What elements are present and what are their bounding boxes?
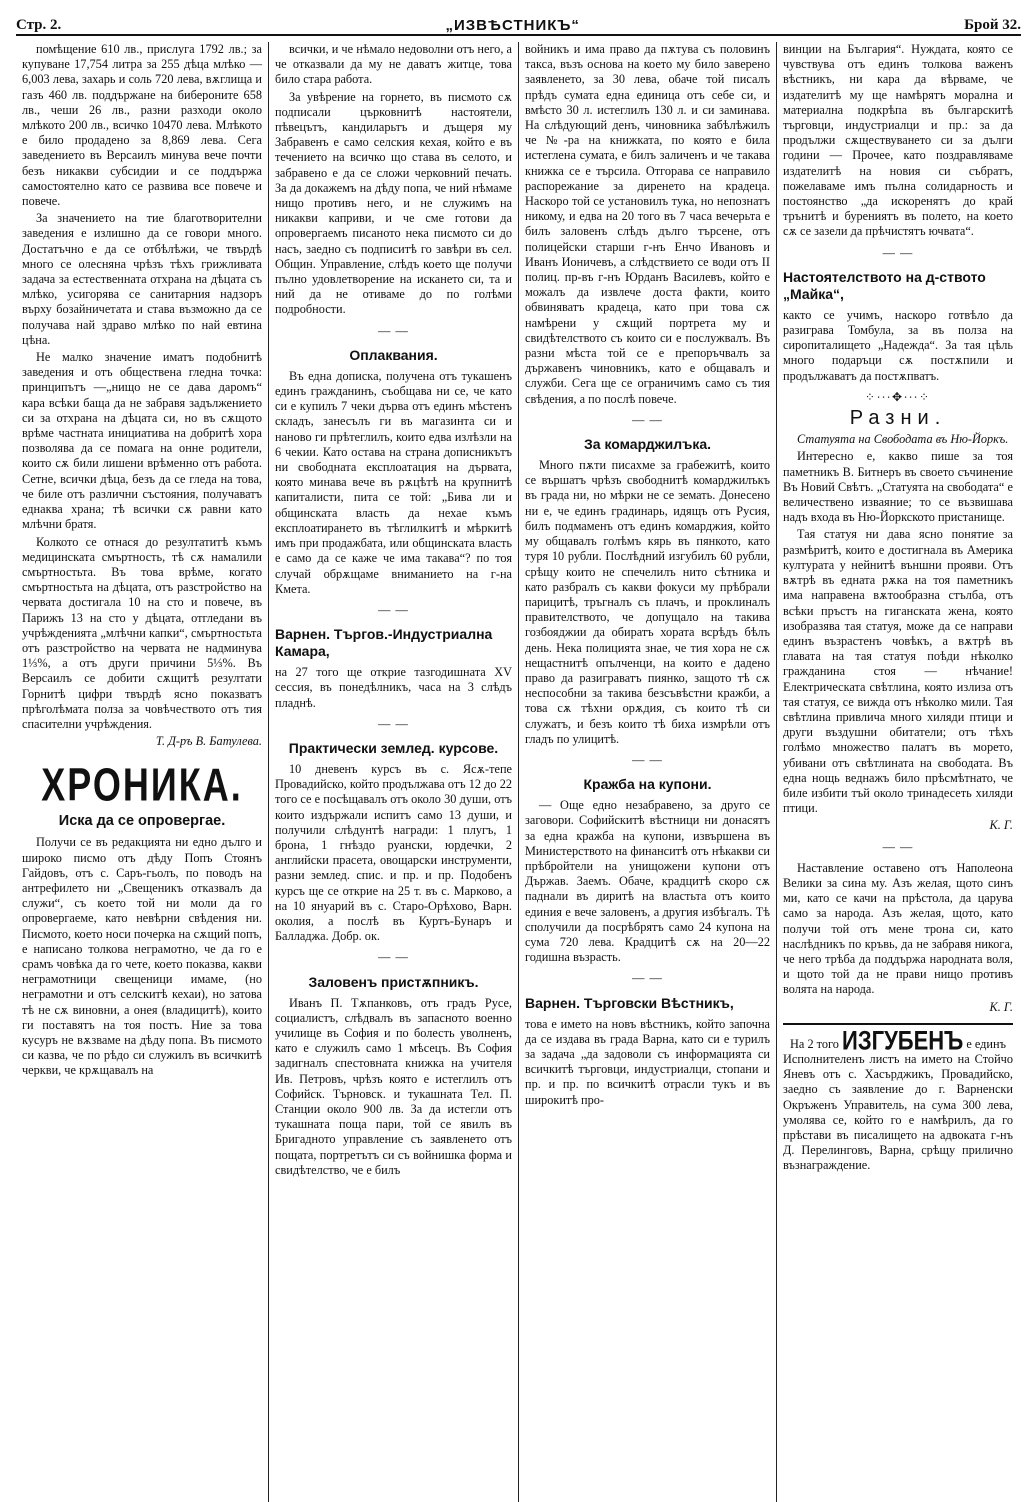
lost-notice-word: ИЗГУБЕНЪ [842, 1025, 964, 1056]
article-text: — Още едно незабравено, за друго се заговори. Софийскитѣ вѣстници ни донасятъ за една кражба на купони, извършена въ Министерството на финанситѣ отъ нѣкакви си прѣбройтели на унищожени купони отъ Държав. Заемъ. Обаче, крадцитѣ скоро сѫ паднали въ диритѣ на властьта отъ които единия е вече заловенъ, а другия избѣгалъ. Тѣ сполучили да посрѣбрятъ само 24 купона на сума 720 лева. Крадцитѣ сѫ на 20—22 годишна възрасть. [525, 798, 770, 965]
column-4 [776, 42, 1019, 1502]
headline-complaints: Оплаквания. [349, 346, 438, 363]
separator: — — [378, 716, 409, 731]
article-text: Тая статуя ни дава ясно понятие за размѣритѣ, които е достигнала въ Америка културата у нейнитѣ външни прояви. Отъ вѫтрѣ въ едната рѫка на тоя паметникъ има направена вѫтообразна стълба, отъ всѣки пръстъ на гиганската жена, която изобразява тая статуя, може да се направи единъ възрастенъ човѣкъ, а вѫтрѣ въ главата на тая статуя поѣди нѣколко гражданина стоя — нѣчание! Електрическата свѣтлина, която излиза отъ тая статуя, се вижда отъ нѣколко мили. Тая свѣтлина привлича много хиляди птици и други въздушни обитатели; отъ тѣхъ голѣмо множество палатъ въ морето, убивани отъ свѣтлината на свободата. Въ една нощь веднажъ било прѣсмѣтнато, че биле избити тъй около тринадесеть хиляди птици. [783, 527, 1013, 816]
columns [16, 42, 1021, 1502]
article-text: Интересно е, какво пише за тоя паметникъ В. Битнеръ въ своето съчинение Въ Новий Свѣтъ. „Статуята на свободата“ е величествено изваяние; то се възвишава надъ входа въ Ню-Йоркското пристанище. [783, 449, 1013, 525]
article-text: Иванъ П. Тѫпанковъ, отъ градъ Русе, социалистъ, слѣдвалъ въ запасното военно училище въ София и по болесть уволненъ, като е служилъ само 1 мѣсецъ. Въ София задигналъ спестовната книжка на учителя Ив. Петровъ, чрѣзъ която е истеглилъ отъ Софийск. Търновск. и тукашната Тел. П. Станции около 900 лв. За да истегли отъ тукашната поща пари, той се явилъ въ Бригадното управление съ заявленето отъ пощата, портретътъ си съ войнишка форма и свидѣтелство, че е билъ [275, 995, 512, 1177]
article-text: това е името на новъ вѣстникъ, който започна да се издава въ града Варна, като си е турилъ за задача „да задоволи съ информацията си всичкитѣ търговци, индустриалци, стопани и пр. и пр. по всичкитѣ отрасли тукъ и въ широкитѣ про- [525, 1016, 770, 1107]
running-header [16, 12, 1021, 36]
column-3 [518, 42, 776, 1502]
column-1 [16, 42, 268, 1502]
headline-chamber: Варнен. Търгов.-Индустриална Камара, [275, 626, 493, 660]
headline-maika: Настоятелството на д-ството „Майка“, [783, 268, 986, 302]
lost-notice-post: е единъ [966, 1036, 1006, 1051]
section-title-miscellany: Разни. [849, 407, 947, 430]
article-text: Наставление оставено отъ Наполеона Велики за сина му. Азъ желая, щото синъ ми, като се качи на прѣстола, да царува само за народа. Азъ желая, щото, като получи той отъ мене трона си, като наслѣдникъ по кръвь, да не забравя никога, че него трѣба да поддържа народната воля, и щото той да не прави нищо противъ волята на народа. [783, 860, 1013, 997]
article-text: винции на България“. Нуждата, която се чувствува отъ единъ толкова важенъ вѣстникъ, ни кара да вѣрваме, че издателитѣ му ще намѣрятъ морална и материална подкрѣпа въ българскитѣ търговци, индустриалци и пр.: за да продължи сѫществуването си за дълги години — Прочее, като поздравляваме издателитѣ на новия си събратъ, пожелаваме имъ пълна солидарность и постоянство „да искоренятъ до край трънитѣ и бурениятъ въ полето, на което сѫ се зазели да прѣчистятъ ючвата“. [783, 42, 1013, 239]
headline-refute: Иска да се опровергае. [58, 813, 226, 830]
article-text: Много пѫти писахме за грабежитѣ, които се вършатъ чрѣзъ свободнитѣ комарджилъкъ въ града ни, но мѣрки не се земать. Донесено ни е, че единъ градинарь, идящъ отъ Русия, билъ подмаменъ отъ единъ комарджия, който му общавалъ голѣмъ кярь въ пянкото, като туря 10 рубли. Послѣдний изгубилъ 60 рубли, срѣщу които не спечелилъ нито сѣтника и като разбралъ съ какви фокуси му прѣбрали парицитѣ, тръгналъ съ плачъ, и проклиналъ правителството, че допущало на такива гозбояджии да обиратъ хората всрѣдъ бѣлъ день. Нека полицията знае, че тия хора не сѫ нещастнитѣ опълченци, на които е дадено право да разиграватъ пиянко, защото тѣ сѫ неспособни за такива безсъвѣстни кражби, а това сѫ тѣхни орѫдия, съ които тѣ си служатъ, и безъ които тѣ биха измрѣли отъ гладъ по улицитѣ. [525, 458, 770, 746]
article-text: Получи се въ редакцията ни едно дълго и широко писмо отъ дѣду Попъ Стоянъ Гайдовъ, отъ с. Саръ-гьолъ, по поводъ на антрефилето ни „Свещеникъ отказвалъ да служи“, съ което той ни моли да го опровергаеме, като невѣрни свѣдения ни. Писмото, което носи почерка на сѫщий попъ, е написано толкова неграмотно, че да го е срамъ човѣка да го чете, което показва, какви неграмотници свещеници имаме, (но неграмотни и отъ селскитѣ кехаи), но затова тѣ не сѫ виновни, а онея (владицитѣ), които ги поставятъ на тоя постъ. Ние за това кусуръ не вѫзваме на дѣду попа. Въ писмото си казва, че по рѣдо си служилъ въ всичкитѣ черкви, че крѫщавалъ на [22, 835, 262, 1078]
article-text: За увѣрение на горнето, въ писмото сѫ подписали църковнитѣ настоятели, пѣвецътъ, кандиларьтъ и дъщеря му Забравенъ е само селския кехая, който е въ течението на всичко що става въ селото, и забравено е да се сложи черковний печать. За да докажемъ на дѣду попа, че ний нѣмаме нищо противъ него, и не служимъ на никакви каприви, и че сме готови да опровергаемъ писаното нека писмото си до насъ, заедно съ подписитѣ го завѣри въ сел. Общин. Управление, слѣдъ което ще получи пълно удовлетворение на искането си, та и ний да не отиваме до по голѣми подробности. [275, 89, 512, 317]
separator: — — [882, 839, 914, 854]
page-number: Стр. 2. [16, 17, 62, 33]
ornament-divider: ⁘∙∙∙✥∙∙∙⁘ [864, 389, 932, 404]
author-signature: К. Г. [989, 818, 1013, 833]
issue-number: Брой 32. [964, 17, 1021, 33]
section-title-chronicle: ХРОНИКА. [41, 758, 243, 812]
author-signature: К. Г. [989, 999, 1013, 1014]
article-text: Колкото се отнася до резултатитѣ къмъ медицинската смъртность, тѣ сѫ намалили смъртностьта. Въ това врѣме, когато смъртностьта на дѣцата, отъ разстройство на червата достигала 10 на сто и повече, въ Парижъ 13 на сто у дѣцата, отгледани въ учрѣжденията „млѣчни капки“, смъртностьта отъ разстройство на червата не надминува 1⅓%, а отъ други причини 5⅓%. Въ Версаилъ се добити сѫщитѣ резултати Горнитѣ цифри твърдѣ ясно показватъ прѣголѣмата полза за човѣчеството отъ тия спасителни учрѣждения. [22, 534, 262, 731]
article-text: За значението на тие благотворителни заведения е излишно да се говори много. Достатъчно е да се отбѣлѣжи, че твърдѣ много се олесняна чрѣзъ тѣхъ грижливата задача за естественната отхрана на дѣцата съ млѣко, усигорява се санитарния надзоръ върху бозайничетата и става възможно да се получава най здраво млѣко по най евтина цѣна. [22, 211, 262, 347]
article-text: всички, и че нѣмало недоволни отъ него, а че отказвали да му не даватъ житце, това било стара работа. [275, 42, 512, 87]
headline-newspaper: Варнен. Търговски Вѣстникъ, [525, 994, 734, 1011]
headline-coupons: Кражба на купони. [583, 776, 712, 793]
newspaper-title: „ИЗВѢСТНИКЪ“ [445, 17, 580, 34]
article-text: войникъ и има право да пѫтува съ половинъ такса, възъ основа на което му било заверено заявленето, за 30 лева, обаче той писалъ прѣдъ сумата една единица отъ себе си, и вмѣсто 30 л. истеглилъ 130 л. и си заминава. На слѣдующий денъ, чиновника забѣлѣжилъ че №-ра на книжката, по която е била истеглена сумата, е билъ заличенъ и че такава книжка се е търсила. Отгорава се направило распорежание за диренето на крадеца. Наскоро той се установилъ тука, но непознатъ никому, и едва на 20 того въ 7 часа вечерьта е билъ заловенъ слѣдъ дълго търсене, отъ полицейски старши г-нъ Енчо Ивановъ и Иванъ Ионичевъ, а слѣдствието се води отъ II полиц. пр-въ г-нъ Юрданъ Василевъ, който е можалъ да извлече доста факти, които обвиняватъ крадеца, като при това сѫ намѣрени у сѫщий портрета му и свидѣтелството съ които си е послужвалъ. Въ разни мѣста той се е препоръчвалъ за държавенъ чиновникъ, като е общавалъ и служби. Сега ще се ограничимъ само съ тия свѣдения, а по послѣ повече. [525, 42, 770, 406]
headline-arrested: Заловенъ пристѫпникъ. [308, 973, 479, 990]
author-signature: Т. Д-ръ В. Батулева. [155, 734, 262, 749]
separator: — — [378, 602, 409, 617]
headline-courses: Практически землед. курсове. [288, 739, 499, 756]
article-text: както се учимъ, наскоро готвѣло да разиграва Томбула, за въ полза на сиропиталището „Надежда“. За тая цѣль много подаръци сѫ постѫпили и продължаватъ да постѫпватъ. [783, 307, 1013, 383]
subheadline-statue: Статуята на Свободата въ Ню-Йоркъ. [797, 432, 1009, 447]
separator: — — [378, 323, 409, 338]
article-text: помѣщение 610 лв., прислуга 1792 лв.; за купуване 17,754 литра за 255 дѣца млѣко — 6,003 лева, захарь и соль 720 лева, вѫглища и газъ 460 лв. поддържане на бибероните 658 лв., чеши 26 лв., разни разходи около млѣкото 200 лв., всичко 10470 лева. Млѣкото е било продадено за 8,869 лева. Сега заведението въ Версаилъ минува вече почти безъ никакви субсидии и се поддържа самостоятелно като се развива все повече и повече. [22, 42, 262, 209]
headline-gambling: За комарджилъка. [584, 436, 711, 453]
article-text: Не малко значение иматъ подобнитѣ заведения и отъ обществена гледна точка: принципътъ —„нищо не се дава даромъ“ кара всѣки баща да не забравя задължението си за отхрана на дѣцата си, но въ сѫщото врѣме частната инициатива на добритѣ хора позволява да се помага на онне родители, които сѫ били лишени врѣменно отъ работа. Сетне, всички дѣца, безъ да се гледа на това, че биле отъ различни състояния, получаватъ еднаква храна; тѣ всички сѫ равни като млѣчни братя. [22, 350, 262, 532]
divider-rule [783, 1023, 1013, 1025]
lost-notice-text: Исполнителенъ листъ на името на Стойчо Яневъ отъ с. Хасърджикъ, Провадийско, заедно съ заявление до г. Варненски Окръженъ Управитель, на сума 300 лева, умолява се, който го е намѣрилъ, да го прѣстави въ писалището на адвоката г-нъ Д. Перелинговъ, Варна, срѣщу прилично възнаграждение. [783, 1051, 1013, 1173]
lost-notice-pre: На 2 того [790, 1036, 839, 1051]
column-2 [268, 42, 518, 1502]
separator: — — [632, 752, 663, 767]
lost-notice-heading [783, 1025, 1013, 1056]
separator: — — [632, 971, 663, 986]
article-text: на 27 того ще открие тазгодишната XV сессия, въ понедѣлникъ, часа на 3 слѣдъ пладнѣ. [275, 665, 512, 710]
article-text: 10 дневенъ курсъ въ с. Ясѫ-тепе Провадийско, който продължава отъ 12 до 22 того се е посѣщавалъ отъ около 30 души, отъ които издържали испитъ само 13 души, и получили слѣдунтѣ награди: 1 плугъ, 1 брона, 1 гнѣздо руански, юрдечки, 2 английски прасета, овощарски инструменти, разни землед. спис. и пр. и пр. Подобенъ курсъ ще се открие на 25 т. въ с. Марково, а на 10 януарий въ с. Старо-Орѣхово, Варн. околия, а послѣ въ Куртъ-Бунаръ и Балладжа. Добр. ок. [275, 761, 512, 944]
separator: — — [882, 245, 914, 260]
article-text: Въ една дописка, получена отъ тукашенъ единъ гражданинъ, съобщава ни се, че като си е купилъ 7 чеки дърва отъ единъ мѣстенъ складъ, занесълъ ги въ магазинта си и наново ги прѣтеглилъ, които едва излѣзли на 6 чекии. Като остава на страна дописникътъ ни свободната експлоатация на дървата, която минава вече въ рѫцѣтѣ на крупнитѣ капиталисти, пита се той: „Бива ли и общинската власть да нехае къмъ експлоатирането въ тѣглилкитѣ и мѣркитѣ имъ при продажбата, или общинската власть е само да се каже че има такава“? по тоя случай обрѫщаме вниманието на г-на Кмета. [275, 368, 512, 596]
separator: — — [378, 950, 409, 965]
separator: — — [632, 412, 663, 427]
